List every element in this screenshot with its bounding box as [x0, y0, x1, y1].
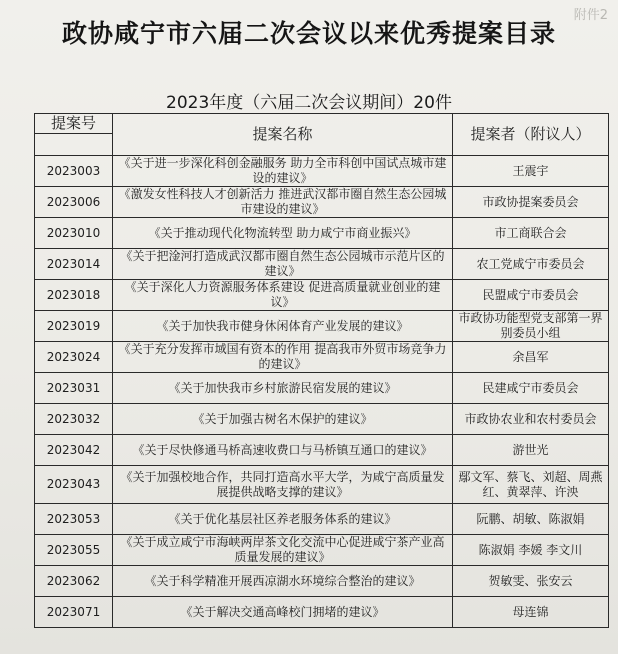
proposal-title: 《关于科学精准开展西凉湖水环境综合整治的建议》 — [113, 566, 453, 597]
table-row — [35, 404, 609, 435]
proposal-proposer: 贺敏雯、张安云 — [453, 566, 609, 597]
proposal-id: 2023055 — [35, 535, 113, 566]
proposal-proposer: 市政协农业和农村委员会 — [453, 404, 609, 435]
proposal-id: 2023014 — [35, 249, 113, 280]
proposal-proposer: 民盟咸宁市委员会 — [453, 280, 609, 311]
table-row — [35, 466, 609, 504]
header-id: 提案号 — [35, 114, 113, 134]
proposal-title: 《关于尽快修通马桥高速收费口与马桥镇互通口的建议》 — [113, 435, 453, 466]
proposal-proposer: 农工党咸宁市委员会 — [453, 249, 609, 280]
table-row — [35, 187, 609, 218]
table-row — [35, 218, 609, 249]
proposal-rows — [35, 156, 609, 628]
proposal-id: 2023019 — [35, 311, 113, 342]
proposal-title: 《关于加快我市乡村旅游民宿发展的建议》 — [113, 373, 453, 404]
proposal-id: 2023043 — [35, 466, 113, 504]
proposal-title: 《关于进一步深化科创金融服务 助力全市科创中国试点城市建设的建议》 — [113, 156, 453, 187]
proposal-id: 2023006 — [35, 187, 113, 218]
proposal-proposer: 陈淑娟 李媛 李文川 — [453, 535, 609, 566]
proposal-title: 《关于把淦河打造成武汉都市圈自然生态公园城市示范片区的建议》 — [113, 249, 453, 280]
attachment-mark: 附件2 — [573, 8, 608, 23]
table-row — [35, 311, 609, 342]
table-row — [35, 249, 609, 280]
proposal-proposer: 游世光 — [453, 435, 609, 466]
proposal-title: 《关于加强古树名木保护的建议》 — [113, 404, 453, 435]
table-row — [35, 342, 609, 373]
proposal-title: 《关于成立咸宁市海峡两岸茶文化交流中心促进咸宁茶产业高质量发展的建议》 — [113, 535, 453, 566]
proposal-id: 2023018 — [35, 280, 113, 311]
proposal-title: 《关于优化基层社区养老服务体系的建议》 — [113, 504, 453, 535]
table-row — [35, 373, 609, 404]
proposal-proposer: 市政协提案委员会 — [453, 187, 609, 218]
proposal-id: 2023042 — [35, 435, 113, 466]
page-title: 政协咸宁市六届二次会议以来优秀提案目录 — [61, 19, 556, 48]
proposal-title: 《关于深化人力资源服务体系建设 促进高质量就业创业的建议》 — [113, 280, 453, 311]
proposal-title: 《关于加强校地合作，共同打造高水平大学，为咸宁高质量发展提供战略支撑的建议》 — [113, 466, 453, 504]
table-row — [35, 156, 609, 187]
proposal-proposer: 阮鹏、胡敏、陈淑娟 — [453, 504, 609, 535]
proposal-id: 2023071 — [35, 597, 113, 628]
proposal-proposer: 市政协功能型党支部第一界别委员小组 — [453, 311, 609, 342]
table-row — [35, 280, 609, 311]
proposal-id: 2023053 — [35, 504, 113, 535]
proposal-title: 《关于解决交通高峰校门拥堵的建议》 — [113, 597, 453, 628]
proposal-proposer: 余昌军 — [453, 342, 609, 373]
proposal-title: 《关于充分发挥市域国有资本的作用 提高我市外贸市场竞争力的建议》 — [113, 342, 453, 373]
page-subtitle: 2023年度（六届二次会议期间）20件 — [166, 93, 452, 113]
proposal-proposer: 母连锦 — [453, 597, 609, 628]
table-row — [35, 597, 609, 628]
header-title: 提案名称 — [113, 114, 453, 156]
header-id-spacer — [35, 134, 113, 156]
proposal-title: 《关于推动现代化物流转型 助力咸宁市商业振兴》 — [113, 218, 453, 249]
proposal-id: 2023003 — [35, 156, 113, 187]
proposal-proposer: 市工商联合会 — [453, 218, 609, 249]
table-row — [35, 535, 609, 566]
proposal-proposer: 民建咸宁市委员会 — [453, 373, 609, 404]
header-proposer: 提案者（附议人） — [453, 114, 609, 156]
proposal-id: 2023031 — [35, 373, 113, 404]
proposal-id: 2023010 — [35, 218, 113, 249]
proposal-id: 2023024 — [35, 342, 113, 373]
proposal-title: 《激发女性科技人才创新活力 推进武汉都市圈自然生态公园城市建设的建议》 — [113, 187, 453, 218]
proposal-id: 2023062 — [35, 566, 113, 597]
proposal-title: 《关于加快我市健身休闲体育产业发展的建议》 — [113, 311, 453, 342]
proposal-id: 2023032 — [35, 404, 113, 435]
table-row — [35, 504, 609, 535]
proposal-proposer: 鄢文军、蔡飞、刘超、周燕红、黄翠萍、许泱 — [453, 466, 609, 504]
proposal-proposer: 王震宇 — [453, 156, 609, 187]
proposal-table — [34, 113, 609, 628]
table-row — [35, 435, 609, 466]
table-row — [35, 566, 609, 597]
